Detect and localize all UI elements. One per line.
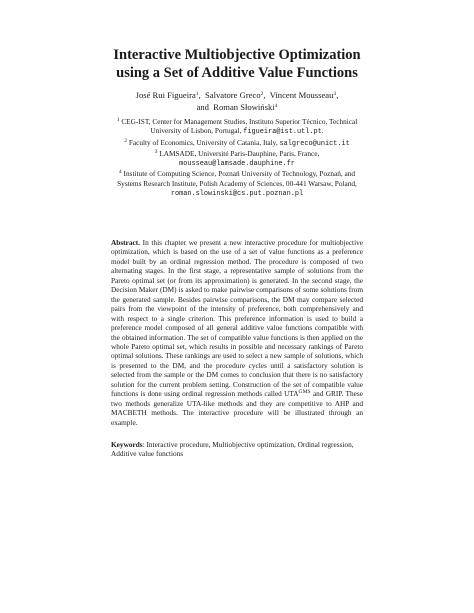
keywords-label: Keywords — [111, 440, 143, 449]
affiliation-text: Institute of Computing Science, Poznań University of Technology, Poznań, and — [123, 169, 356, 179]
author-name: Vincent Mousseau — [269, 90, 334, 100]
affiliation-text: Faculty of Economics, University of Catania, Italy, — [128, 137, 280, 147]
abstract-text-continued: and GRIP. These two methods generalize UTA-like methods and they are competitive to AHP and MACBETH methods. The interactive procedure will be illustrated through an example. — [111, 389, 363, 427]
abstract-label: Abstract. — [111, 238, 140, 247]
author-mark: 4 — [274, 102, 278, 109]
author-mark: 2 — [260, 91, 264, 97]
affiliation-text: LAMSADE, Université Paris-Dauphine, Paris, France, — [159, 148, 320, 158]
affiliation-item — [60, 169, 414, 199]
keywords — [111, 440, 363, 459]
title-line-2: using a Set of Additive Value Functions — [116, 65, 358, 81]
author-name: Salvatore Greco — [205, 90, 261, 100]
keywords-text: : Interactive procedure, Multiobjective optimization, Ordinal regression, Additive value functions — [111, 440, 354, 459]
author-name: José Rui Figueira — [135, 90, 196, 100]
abstract-text: In this chapter we present a new interactive procedure for multiobjective optimization, which is based on the use of a set of value functions as a preference model built by an ordinal regression method. The procedure is composed of two alternating stages. In the first stage, a representative sample of solutions from the Pareto optimal set (or from its approximation) is generated. In the second stage, the Decision Maker (DM) is asked to make pairwise comparisons of some solutions from the generated sample. Besides pairwise comparisons, the DM may compare selected pairs from the viewpoint of the intensity of preference, both comprehensively and with respect to a single criterion. This preference information is used to build a preference model composed of all general additive value functions compatible with the obtained information. The set of compatible value functions is then applied on the whole Pareto optimal set, which results in possible and necessary rankings of Pareto optimal solutions. These rankings are used to select a new sample of solutions, which is presented to the DM, and the procedure cycles until a satisfactory solution is selected from the sample or the DM comes to conclusion that there is no satisfactory solution for the current problem setting. Construction of the set of compatible value functions is done using ordinal regression methods called UTA — [111, 238, 363, 399]
title-line-1: Interactive Multiobjective Optimization — [113, 47, 361, 63]
affiliation-list — [60, 117, 414, 199]
affiliation-text: Systems Research Institute, Polish Academy of Sciences, 00-441 Warsaw, Poland, — [117, 178, 357, 188]
author-separator: , — [198, 90, 201, 100]
affiliation-mark: 2 — [124, 137, 127, 144]
email-address: salgreco@unict.it — [279, 139, 350, 148]
affiliation-item — [60, 149, 414, 170]
affiliation-mark: 1 — [116, 117, 120, 123]
affiliation-text: University of Lisbon, Portugal, — [150, 126, 244, 136]
author-list — [0, 90, 474, 113]
abstract — [111, 238, 363, 427]
affiliation-item — [60, 138, 414, 149]
abstract-superscript: GMS — [298, 389, 311, 396]
affiliation-text: . — [321, 126, 324, 136]
author-and: and — [196, 101, 209, 112]
paper-title — [0, 46, 474, 82]
email-address: roman.slowinski@cs.put.poznan.pl — [170, 190, 304, 199]
author-mark: 3 — [333, 91, 337, 97]
author-mark: 1 — [195, 91, 199, 97]
affiliation-text: CEG-IST, Center for Management Studies, Instituto Superior Técnico, Technical — [121, 117, 358, 126]
affiliation-mark: 3 — [154, 148, 158, 155]
author-line-1 — [0, 90, 474, 102]
affiliation-mark: 4 — [118, 169, 122, 176]
email-address: figueira@ist.utl.pt — [243, 128, 322, 137]
affiliation-item — [60, 117, 414, 138]
author-separator: , — [336, 90, 339, 100]
author-separator: , — [263, 90, 266, 100]
author-name: Roman Słowiński — [213, 101, 275, 112]
author-line-2 — [0, 102, 474, 114]
email-address: mousseau@lamsade.dauphine.fr — [179, 160, 295, 169]
